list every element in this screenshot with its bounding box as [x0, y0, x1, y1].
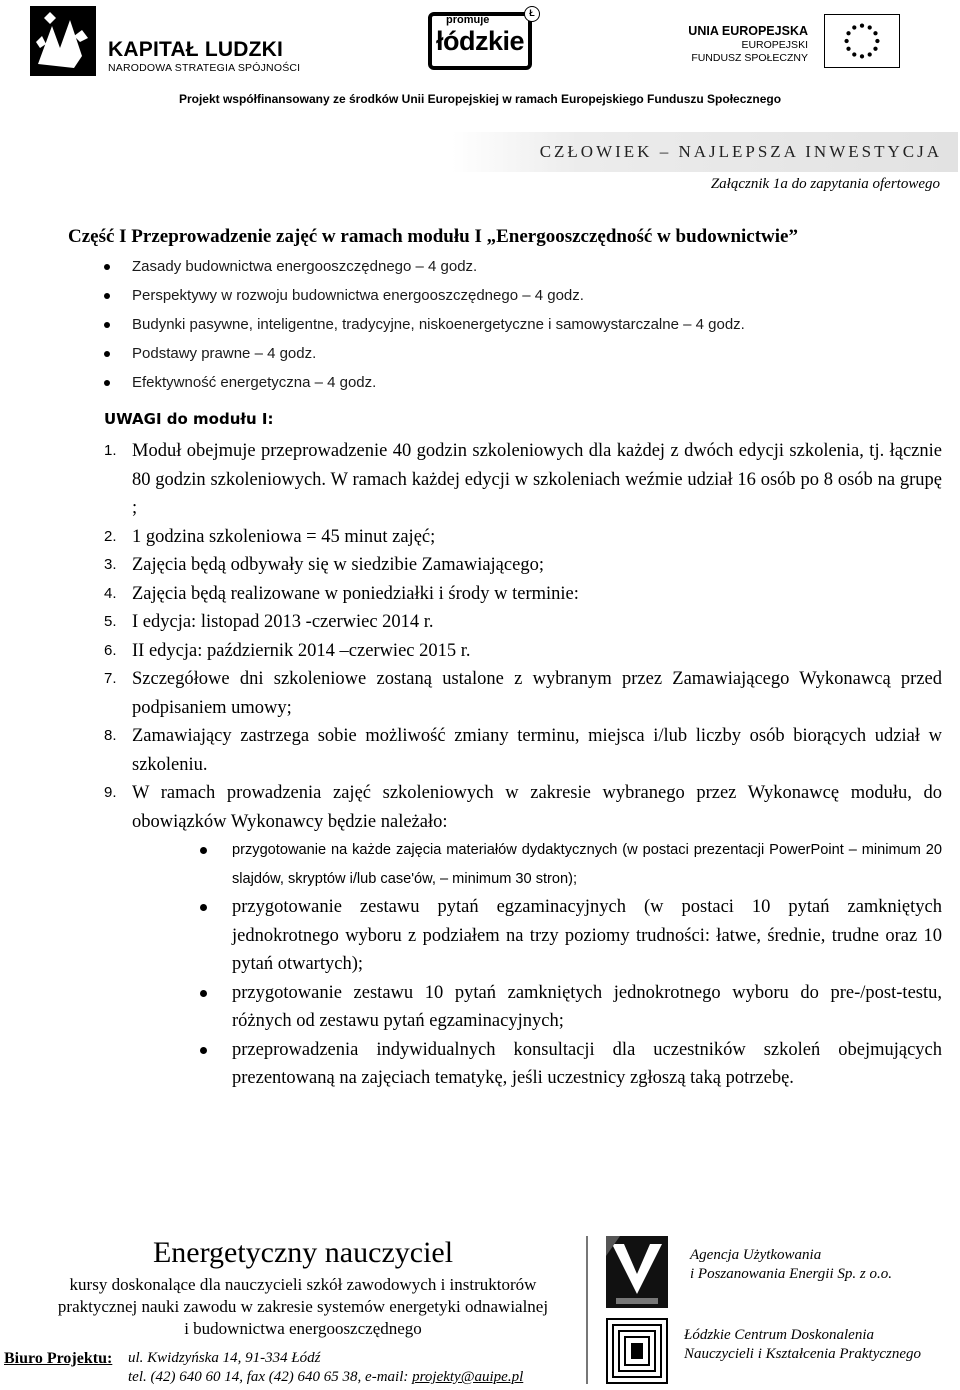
- footer-phone: tel. (42) 640 60 14, fax (42) 640 65 38, e-mail:: [128, 1369, 413, 1385]
- bullet-icon: [104, 351, 110, 357]
- topic-text: Perspektywy w rozwoju budownictwa energooszczędnego – 4 godz.: [132, 287, 584, 304]
- list-item: [104, 342, 944, 371]
- duties-list: [200, 836, 942, 1093]
- footer-contact: [128, 1369, 523, 1386]
- lcdnikp-logo-icon: [606, 1318, 668, 1384]
- promuje-text: promuje: [446, 14, 490, 26]
- kapital-ludzki-subtitle: NARODOWA STRATEGIA SPÓJNOŚCI: [108, 62, 301, 74]
- item-text: Zamawiający zastrzega sobie możliwość zmiany terminu, miejsca i/lub liczby osób biorących udział w szkoleniu.: [132, 726, 942, 775]
- kapital-ludzki-title: KAPITAŁ LUDZKI: [108, 38, 284, 61]
- annex-label: Załącznik 1a do zapytania ofertowego: [710, 176, 940, 192]
- auipe-logo-icon: [606, 1236, 668, 1308]
- list-item: [200, 979, 942, 1036]
- topic-text: Podstawy prawne – 4 godz.: [132, 345, 317, 362]
- slogan-text: CZŁOWIEK – NAJLEPSZA INWESTYCJA: [539, 142, 942, 161]
- part-title: Część I Przeprowadzenie zajęć w ramach modułu I „Energooszczędność w budownictwie”: [68, 226, 798, 247]
- ue-line1: UNIA EUROPEJSKA: [688, 24, 808, 38]
- lodzkie-mark-icon: Ł: [524, 6, 540, 22]
- item-number: 4.: [104, 584, 117, 602]
- org2-line1: Łódzkie Centrum Doskonalenia: [684, 1327, 874, 1343]
- bullet-icon: [200, 1047, 207, 1054]
- list-item: [104, 255, 944, 284]
- item-number: 3.: [104, 556, 117, 573]
- duty-text: przeprowadzenia indywidualnych konsultacji dla uczestników szkoleń obejmujących prezentowaną na zajęciach tematykę, jeśli uczestnicy zgłoszą taką potrzebę.: [232, 1039, 942, 1088]
- footer-org-auipe: [690, 1246, 892, 1284]
- footer-org-lcdnikp: [684, 1326, 921, 1364]
- list-item: [104, 371, 944, 400]
- bullet-icon: [200, 990, 207, 997]
- org2-line2: Nauczycieli i Kształcenia Praktycznego: [684, 1346, 922, 1362]
- item-number: 6.: [104, 641, 117, 659]
- ue-line3: FUNDUSZ SPOŁECZNY: [691, 52, 808, 64]
- footer-subtitle-line3: i budownictwa energooszczędnego: [184, 1319, 422, 1338]
- item-text: Szczegółowe dni szkoleniowe zostaną ustalone z wybranym przez Zamawiającego Wykonawcą przed podpisaniem umowy;: [132, 669, 942, 718]
- duty-text: przygotowanie na każde zajęcia materiałów dydaktycznych (w postaci prezentacji PowerPoint – minimum 20 slajdów, skryptów i/lub case'ów, – minimum 30 stron);: [232, 842, 942, 887]
- item-text: W ramach prowadzenia zajęć szkoleniowych w zakresie wybranego przez Wykonawcę modułu, do obowiązków Wykonawcy będzie należało:: [132, 783, 942, 832]
- duty-text: przygotowanie zestawu pytań egzaminacyjnych (w postaci 10 pytań zamkniętych jednokrotnego wyboru z podziałem na trzy poziomy trudności: łatwe, średnie, trudne oraz 10 pytań otwartych);: [232, 897, 942, 974]
- footer-project-title: Energetyczny nauczyciel: [152, 1236, 454, 1269]
- bullet-icon: [200, 904, 207, 911]
- ue-efs-logo: [688, 14, 900, 74]
- item-number: 9.: [104, 784, 117, 801]
- item-number: 5.: [104, 613, 117, 630]
- list-item: [104, 437, 942, 523]
- topic-text: Budynki pasywne, inteligentne, tradycyjne, niskoenergetyczne i samowystarczalne – 4 godz.: [132, 316, 745, 333]
- item-number: 2.: [104, 527, 117, 545]
- list-item: [200, 1036, 942, 1093]
- eu-flag-icon: [824, 14, 900, 68]
- list-item: [104, 313, 944, 342]
- remarks-list: [104, 437, 942, 1093]
- list-item: [200, 836, 942, 893]
- promuje-lodzkie-logo: [428, 6, 544, 72]
- duty-text: przygotowanie zestawu 10 pytań zamkniętych jednokrotnego wyboru do pre-/post-testu, różnych od zestawu pytań egzaminacyjnych;: [232, 982, 942, 1031]
- item-text: 1 godzina szkoleniowa = 45 minut zajęć;: [132, 526, 436, 547]
- list-item: [104, 551, 942, 580]
- item-number: 1.: [104, 442, 117, 459]
- item-number: 8.: [104, 727, 117, 744]
- item-number: 7.: [104, 670, 117, 687]
- kapital-ludzki-emblem-icon: [30, 6, 96, 76]
- bullet-icon: [104, 293, 110, 299]
- footer-email-link[interactable]: projekty@auipe.pl: [412, 1369, 524, 1385]
- item-text: II edycja: październik 2014 –czerwiec 2015 r.: [132, 640, 471, 661]
- footer-office-label: Biuro Projektu:: [4, 1350, 113, 1367]
- footer-address: ul. Kwidzyńska 14, 91-334 Łódź: [128, 1350, 321, 1366]
- item-text: I edycja: listopad 2013 -czerwiec 2014 r.: [132, 612, 434, 632]
- bullet-icon: [104, 264, 110, 270]
- list-item: [104, 580, 942, 609]
- footer-divider: [586, 1236, 588, 1384]
- list-item: [104, 608, 942, 637]
- list-item: [104, 779, 942, 1093]
- bullet-icon: [200, 847, 207, 854]
- item-text: Zajęcia będą odbywały się w siedzibie Zamawiającego;: [132, 555, 544, 575]
- project-cofinancing-line: Projekt współfinansowany ze środków Unii Europejskiej w ramach Europejskiego Funduszu Społecznego: [178, 92, 782, 106]
- footer-subtitle-line2: praktycznej nauki zawodu w zakresie systemów energetyki odnawialnej: [57, 1297, 549, 1316]
- list-item: [104, 722, 942, 779]
- topic-list: [104, 255, 944, 400]
- remarks-title: UWAGI do modułu I:: [104, 410, 274, 428]
- list-item: [104, 284, 944, 313]
- topic-text: Zasady budownictwa energooszczędnego – 4 godz.: [132, 258, 478, 275]
- list-item: [104, 523, 942, 552]
- lodzkie-text: łódzkie: [436, 26, 525, 56]
- org1-line2: i Poszanowania Energii Sp. z o.o.: [690, 1266, 892, 1282]
- topic-text: Efektywność energetyczna – 4 godz.: [132, 374, 377, 391]
- bullet-icon: [104, 380, 110, 386]
- item-text: Moduł obejmuje przeprowadzenie 40 godzin szkoleniowych dla każdej z dwóch edycji szkolenia, tj. łącznie 80 godzin szkoleniowych. W ramach każdej edycji w szkoleniach weźmie udział 16 osób po 8 osób na grupę ;: [132, 441, 942, 518]
- list-item: [104, 637, 942, 666]
- list-item: [200, 893, 942, 979]
- footer-subtitle-line1: kursy doskonalące dla nauczycieli szkół zawodowych i instruktorów: [69, 1275, 537, 1294]
- item-text: Zajęcia będą realizowane w poniedziałki i środy w terminie:: [132, 583, 579, 604]
- kapital-ludzki-logo: [30, 6, 320, 80]
- bullet-icon: [104, 322, 110, 328]
- slogan-bar: [452, 132, 958, 172]
- list-item: [104, 665, 942, 722]
- org1-line1: Agencja Użytkowania: [690, 1247, 822, 1263]
- ue-line2: EUROPEJSKI: [741, 39, 808, 51]
